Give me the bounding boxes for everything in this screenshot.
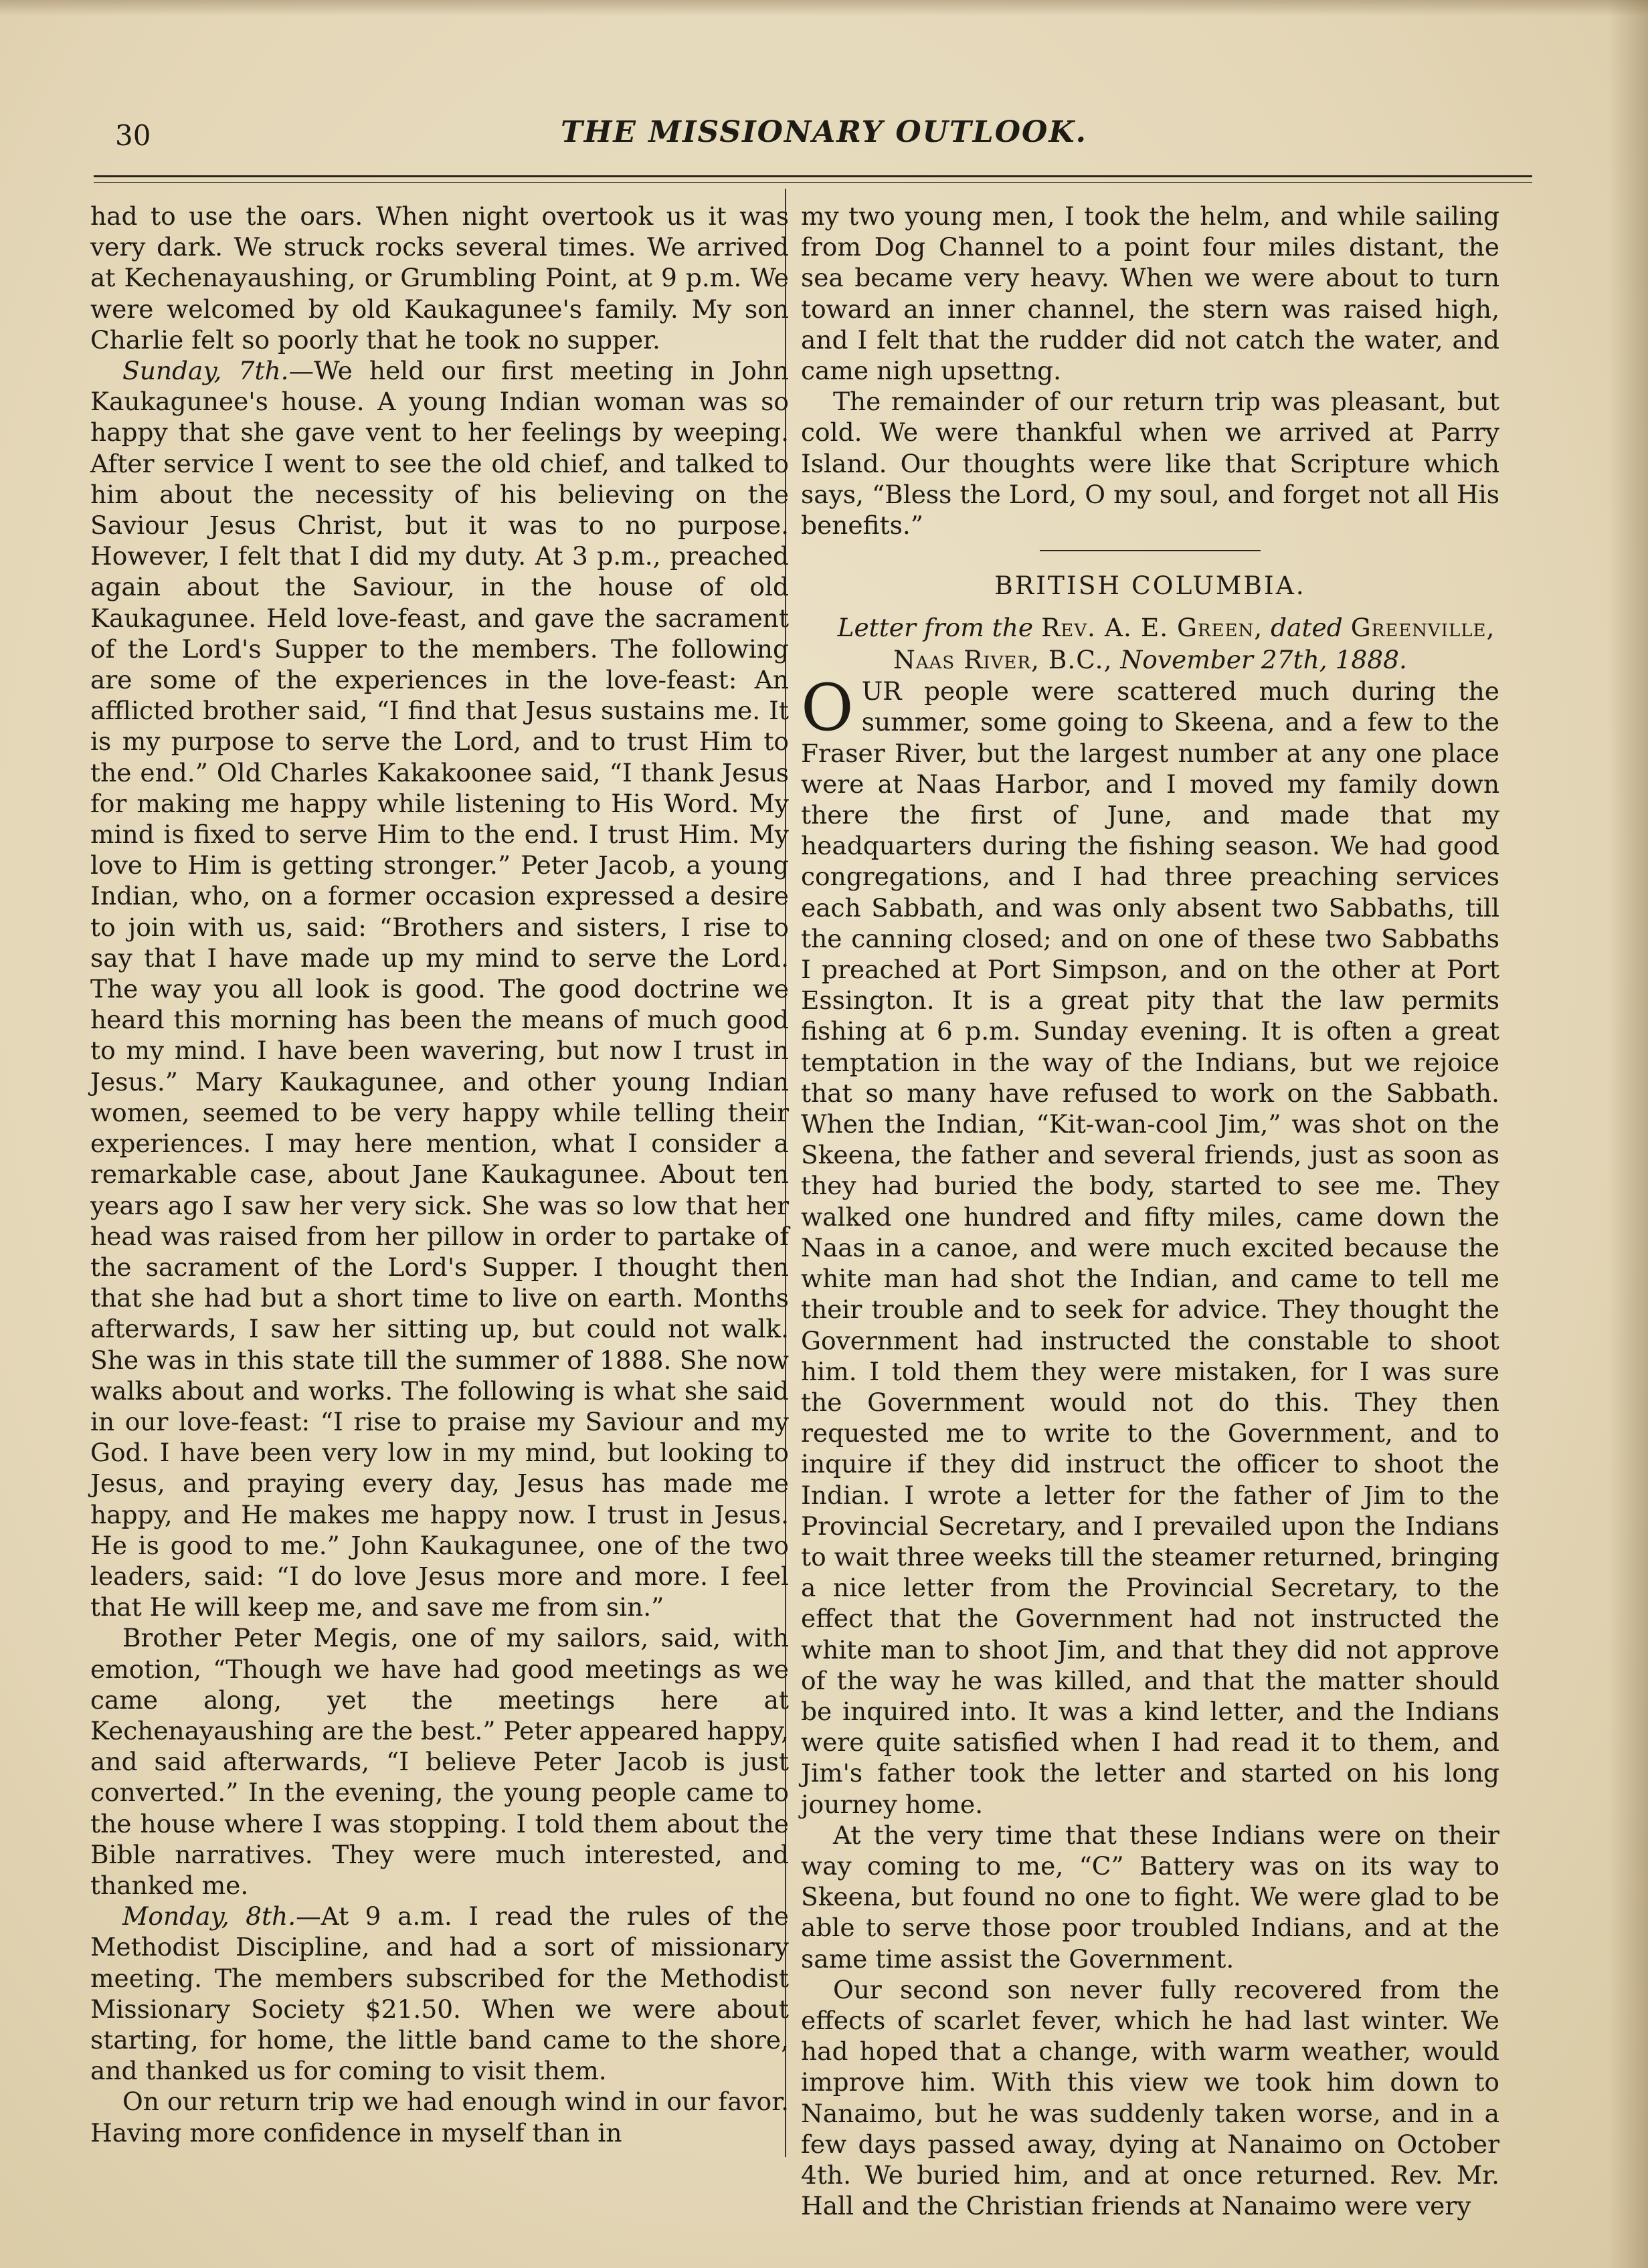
right-column bbox=[801, 201, 1499, 2221]
page-top-shadow bbox=[0, 0, 1648, 16]
letter-paragraph-2: At the very time that these Indians were on their way coming to me, “C” Battery was on its way to Skeena, but found no one to fight. We were glad to be able to serve those poor troubled Indians, and at the same time assist the Government. bbox=[801, 1820, 1499, 1974]
left-paragraph-3: Brother Peter Megis, one of my sailors, said, with emotion, “Though we have had good meetings as we came along, yet the meetings here at Kechenayaushing are the best.” Peter appeared happy, and said afterwards, “I believe Peter Jacob is just converted.” In the evening, the young people came to the house where I was stopping. I told them about the Bible narratives. They were much interested, and thanked me. bbox=[90, 1623, 789, 1900]
letter-paragraph-3: Our second son never fully recovered from the effects of scarlet fever, which he had last winter. We had hoped that a change, with warm weather, would improve him. With this view we took him down to Nanaimo, but he was suddenly taken worse, and in a few days passed away, dying at Nanaimo on October 4th. We buried him, and at once returned. Rev. Mr. Hall and the Christian friends at Nanaimo were very bbox=[801, 1974, 1499, 2221]
header-rule-thin bbox=[94, 182, 1532, 183]
left-paragraph-4 bbox=[90, 1901, 789, 2086]
right-paragraph-2: The remainder of our return trip was pleasant, but cold. We were thankful when we arrived at Parry Island. Our thoughts were like that Scripture which says, “Bless the Lord, O my soul, and forget not all His benefits.” bbox=[801, 387, 1499, 541]
intro-author: Rev. A. E. Green, bbox=[1041, 613, 1263, 643]
letter-text: UR people were scattered much during the summer, some going to Skeena, and a few to the Fraser River, but the largest number at any one place were at Naas Harbor, and I moved my family down there the first of June, and made that my headquarters during the fishing season. We had good congregations, and I had three preaching services each Sabbath, and was only absent two Sabbaths, till the canning closed; and on one of these two Sabbaths I preached at Port Simpson, and on the other at Port Essington. It is a great pity that the law permits fishing at 6 p.m. Sunday evening. It is often a great temptation in the way of the Indians, but we rejoice that so many have refused to work on the Sabbath. When the Indian, “Kit-wan-cool Jim,” was shot on the Skeena, the father and several friends, just as soon as they had buried the body, started to see me. They walked one hundred and fifty miles, came down the Naas in a canoe, and were much excited because the white man had shot the Indian, and came to tell me their trouble and to seek for advice. They thought the Government had instructed the constable to shoot him. I told them they were mistaken, for I was sure the Government would not do this. They then requested me to write to the Government, and to inquire if they did instruct the officer to shoot the Indian. I wrote a letter for the father of Jim to the Provincial Secretary, and I prevailed upon the Indians to wait three weeks till the steamer returned, bringing a nice letter from the Provincial Secretary, to the effect that the Government had not instructed the white man to shoot Jim, and that they did not approve of the way he was killed, and that the matter should be inquired into. It was a kind letter, and the Indians were quite satisfied when I had read it to them, and Jim's father took the letter and started on his long journey home. bbox=[801, 676, 1499, 1819]
left-column bbox=[90, 201, 789, 2148]
entry-date: Sunday, 7th. bbox=[122, 356, 289, 386]
header-rule-thick bbox=[94, 175, 1532, 177]
drop-cap: O bbox=[801, 670, 854, 746]
page-right-shadow bbox=[1608, 0, 1648, 2268]
intro-prefix: Letter from the bbox=[837, 613, 1034, 643]
intro-dated: dated bbox=[1271, 613, 1343, 643]
intro-date: November 27th, 1888. bbox=[1120, 645, 1407, 675]
left-paragraph-5: On our return trip we had enough wind in our favor. Having more confidence in myself than in bbox=[90, 2087, 789, 2148]
left-paragraph-1: had to use the oars. When night overtook us it was very dark. We struck rocks several times. We arrived at Kechenayaushing, or Grumbling Point, at 9 p.m. We were welcomed by old Kaukagunee's family. My son Charlie felt so poorly that he took no supper. bbox=[90, 201, 789, 355]
section-heading: BRITISH COLUMBIA. bbox=[994, 571, 1306, 601]
entry-date: Monday, 8th. bbox=[122, 1901, 296, 1931]
page-number: 30 bbox=[115, 119, 151, 152]
running-title: THE MISSIONARY OUTLOOK. bbox=[561, 115, 1087, 149]
entry-text: —At 9 a.m. I read the rules of the Methodist Discipline, and had a sort of missionary meeting. The members subscribed for the Methodist Missionary Society $21.50. When we were about starting, for home, the little band came to the shore, and thanked us for coming to visit them. bbox=[90, 1901, 789, 2086]
intro-place: Greenville, Naas River, B.C., bbox=[893, 613, 1495, 675]
section-separator bbox=[1040, 550, 1261, 551]
entry-text: —We held our first meeting in John Kaukagunee's house. A young Indian woman was so happy that she gave vent to her feelings by weeping. After service I went to see the old chief, and talked to him about the necessity of his believing on the Saviour Jesus Christ, but it was to no purpose. However, I felt that I did my duty. At 3 p.m., preached again about the Saviour, in the house of old Kaukagunee. Held love-feast, and gave the sacrament of the Lord's Supper to the members. The following are some of the experiences in the love-feast: An afflicted brother said, “I find that Jesus sustains me. It is my purpose to serve the Lord, and to trust Him to the end.” Old Charles Kakakoonee said, “I thank Jesus for making me happy while listening to His Word. My mind is fixed to serve Him to the end. I trust Him. My love to Him is getting stronger.” Peter Jacob, a young Indian, who, on a former occasion expressed a desire to join with us, said: “Brothers and sisters, I rise to say that I have made up my mind to serve the Lord. The way you all look is good. The good doctrine we heard this morning has been the means of much good to my mind. I have been wavering, but now I trust in Jesus.” Mary Kaukagunee, and other young Indian women, seemed to be very happy while telling their experiences. I may here mention, what I consider a remarkable case, about Jane Kaukagunee. About ten years ago I saw her very sick. She was so low that her head was raised from her pillow in order to partake of the sacrament of the Lord's Supper. I thought then that she had but a short time to live on earth. Months afterwards, I saw her sitting up, but could not walk. She was in this state till the summer of 1888. She now walks about and works. The following is what she said in our love-feast: “I rise to praise my Saviour and my God. I have been very low in my mind, but looking to Jesus, and praying every day, Jesus has made me happy, and He makes me happy now. I trust in Jesus. He is good to me.” John Kaukagunee, one of the two leaders, said: “I do love Jesus more and more. I feel that He will keep me, and save me from sin.” bbox=[90, 356, 789, 1622]
letter-intro bbox=[801, 611, 1499, 676]
letter-paragraph-1 bbox=[801, 670, 1499, 1820]
right-paragraph-1: my two young men, I took the helm, and while sailing from Dog Channel to a point four miles distant, the sea became very heavy. When we were about to turn toward an inner channel, the stern was raised high, and I felt that the rudder did not catch the water, and came nigh upsettng. bbox=[801, 201, 1499, 386]
left-paragraph-2 bbox=[90, 355, 789, 1622]
